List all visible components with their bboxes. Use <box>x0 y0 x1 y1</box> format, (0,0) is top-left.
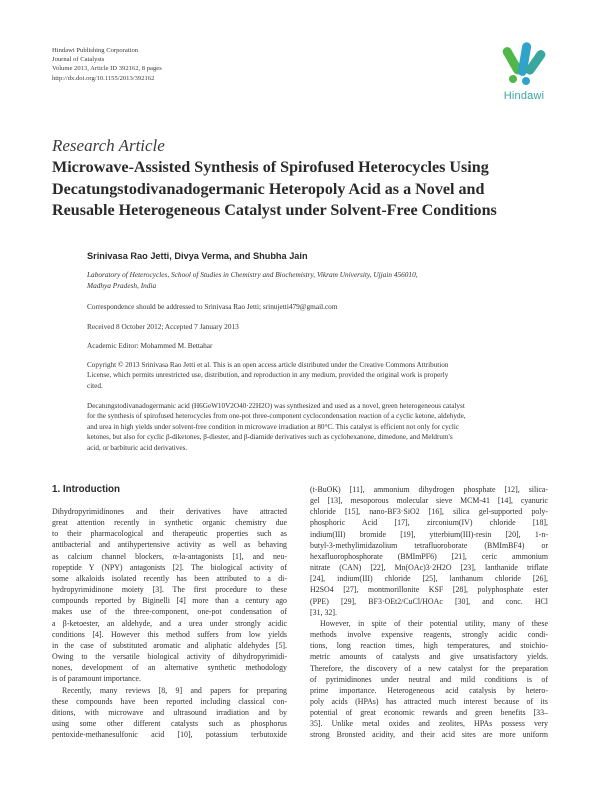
body-line: great attention recently in synthetic organic chemistry due <box>52 518 287 528</box>
body-line: these compounds have been reported including classical con- <box>52 696 287 706</box>
body-line: to their pharmacological and therapeutic properties such as <box>52 529 287 539</box>
body-line: hexafluorophosphorate (BMImPF6) [21], ceric ammonium <box>310 551 548 561</box>
publisher-name: Hindawi Publishing Corporation <box>52 47 139 54</box>
title-line: Microwave-Assisted Synthesis of Spirofused Heterocycles Using <box>52 159 489 176</box>
body-line: strong Bronsted acidity, and their acid sites are more uniform <box>310 730 548 740</box>
body-line: Dihydropyrimidinones and their derivatives have attracted <box>52 507 287 516</box>
body-line: nones, development of an alternative synthetic methodology <box>52 663 287 673</box>
abstract-line: ketones, but also for cyclic β-diketones, β-diester, and β-diamide derivatives such as cyclohexanone, dimedone, and Meldrum's <box>87 433 453 442</box>
body-line: is of paramount importance. <box>52 674 141 684</box>
body-line: butyl-3-methylimidazolium tetrafluoroborate (BMImBF4) or <box>310 540 548 550</box>
body-line: in the case of substituted aromatic and aliphatic aldehydes [5]. <box>52 640 287 650</box>
body-line: chloride [15], nano-BF3·SiO2 [16], silica gel-supported poly- <box>310 507 548 517</box>
body-line: prime importance. Heterogeneous acid catalysis by hetero- <box>310 685 548 695</box>
body-line: some alkaloids isolated recently has been attributed to a di- <box>52 573 287 583</box>
abstract <box>87 401 557 453</box>
body-line: phosphoric Acid [17], zirconium(IV) chloride [18], <box>310 518 548 528</box>
body-line: gel [13], mesoporous molecular sieve MCM-41 [14], cyanuric <box>310 496 548 506</box>
body-line: ropeptide Y (NPY) antagonists [2]. The biological activity of <box>52 562 287 572</box>
body-line: pentoxide-methanesulfonic acid [10], potassium terbutoxide <box>52 730 287 740</box>
body-line: hydropyrimidinone moiety [3]. The first procedure to these <box>52 585 287 595</box>
body-line: nitrate (CAN) [22], Mn(OAc)3·2H2O [23], lanthanide triflate <box>310 563 548 573</box>
body-line: compounds reported by Biginelli [4] more than a century ago <box>52 596 287 606</box>
body-line: (t-BuOK) [11], ammonium dihydrogen phosphate [12], silica- <box>310 485 548 494</box>
received-date: Received 8 October 2012; Accepted 7 January 2013 <box>87 322 239 331</box>
body-line: ditions, with microwave and ultrasound irradiation and by <box>52 707 287 717</box>
academic-editor: Academic Editor: Mohammed M. Bettahar <box>87 341 213 350</box>
body-line: Owing to the versatile biological activity of dihydropyrimidi- <box>52 652 287 662</box>
body-line: metric amounts of catalysts and give unsatisfactory yields. <box>310 652 548 662</box>
body-line: of pyrimidinones under neutral and mild conditions is of <box>310 674 548 684</box>
article-title <box>52 157 562 222</box>
article-type: Research Article <box>52 136 165 155</box>
title-line: Reusable Heterogeneous Catalyst under Solvent-Free Conditions <box>52 202 497 219</box>
affiliation <box>87 270 557 291</box>
left-column-text <box>52 506 287 740</box>
body-line: potential of great economic rewards and green benefits [33– <box>310 708 548 718</box>
body-line: [24], indium(III) chloride [25], lanthanum chloride [26], <box>310 574 548 584</box>
body-line: 35]. Unlike metal oxides and zeolites, HPAs possess very <box>310 719 548 729</box>
publication-info <box>52 46 162 83</box>
body-line: a β-ketoester, an aldehyde, and a urea under strongly acidic <box>52 618 287 628</box>
affiliation-line: Laboratory of Heterocycles, School of Studies in Chemistry and Biochemistry, Vikram University, Ujjain 456010, <box>87 270 418 279</box>
body-line: Recently, many reviews [8, 9] and papers for preparing <box>62 685 287 695</box>
body-line: using some other different catalysts such as phosphorus <box>52 718 287 728</box>
hindawi-logo-icon <box>502 38 546 88</box>
body-line: (PPE) [29], BF3·OEt2/CuCl/HOAc [30], and conc. HCl <box>310 596 548 606</box>
body-line: conditions [4]. However this method suffers from low yields <box>52 629 287 639</box>
abstract-line: and urea in high yields under solvent-free condition in microwave irradiation at 80°C. This catalyst is efficient not only for cyclic <box>87 422 460 431</box>
title-line: Decatungstodivanadogermanic Heteropoly Acid as a Novel and <box>52 180 485 198</box>
abstract-line: for the synthesis of spirofused heterocycles from one-pot three-component cyclocondensation reaction of a cyclic ketone, aldehyde, <box>87 412 466 421</box>
hindawi-logo <box>494 38 554 108</box>
abstract-line: acid, or barbituric acid derivatives. <box>87 443 188 452</box>
copyright-notice <box>87 360 557 391</box>
journal-name: Journal of Catalysts <box>52 56 105 64</box>
body-line: [31, 32]. <box>310 607 337 617</box>
body-line: as calcium channel blockers, α-la-antagonists [1], and neu- <box>52 551 287 561</box>
right-column-text <box>310 484 548 741</box>
abstract-line: Decatungstodivanadogermanic acid (H6GeW10V2O40·22H2O) was synthesized and used as a novel, green heterogeneous catalyst <box>87 402 465 410</box>
body-line: makes use of the three-component, one-pot condensation of <box>52 607 287 617</box>
affiliation-line: Madhya Pradesh, India <box>87 280 157 290</box>
body-line: However, in spite of their potential utility, many of these <box>320 618 548 628</box>
copyright-line: License, which permits unrestricted use, distribution, and reproduction in any medium, provided the original work is properly <box>87 371 449 380</box>
body-line: antibacterial and antihypertensive activity as well as behaving <box>52 540 287 550</box>
body-line: indium(III) bromide [19], ytterbium(III)-resin [20], 1-n- <box>310 529 548 539</box>
body-line: poly acids (HPAs) has attracted much interest because of its <box>310 696 548 706</box>
section-heading: 1. Introduction <box>52 484 121 495</box>
doi-link[interactable]: http://dx.doi.org/10.1155/2013/392162 <box>52 74 155 82</box>
copyright-line: Copyright © 2013 Srinivasa Rao Jetti et al. This is an open access article distributed under the Creative Commons Attribution <box>87 361 449 369</box>
body-line: tions, long reaction times, high temperatures, and stoichio- <box>310 641 548 651</box>
volume-info: Volume 2013, Article ID 392162, 8 pages <box>52 65 162 73</box>
authors: Srinivasa Rao Jetti, Divya Verma, and Shubha Jain <box>87 251 308 261</box>
copyright-line: cited. <box>87 381 103 390</box>
body-line: methods involve expensive reagents, strongly acidic condi- <box>310 630 548 640</box>
body-line: Therefore, the discovery of a new catalyst for the preparation <box>310 663 548 673</box>
hindawi-logo-text: Hindawi <box>503 90 545 102</box>
correspondence: Correspondence should be addressed to Srinivasa Rao Jetti; srinujetti479@gmail.com <box>87 302 338 311</box>
body-line: H2SO4 [27], montmorillonite KSF [28], polyphosphate ester <box>310 585 548 595</box>
